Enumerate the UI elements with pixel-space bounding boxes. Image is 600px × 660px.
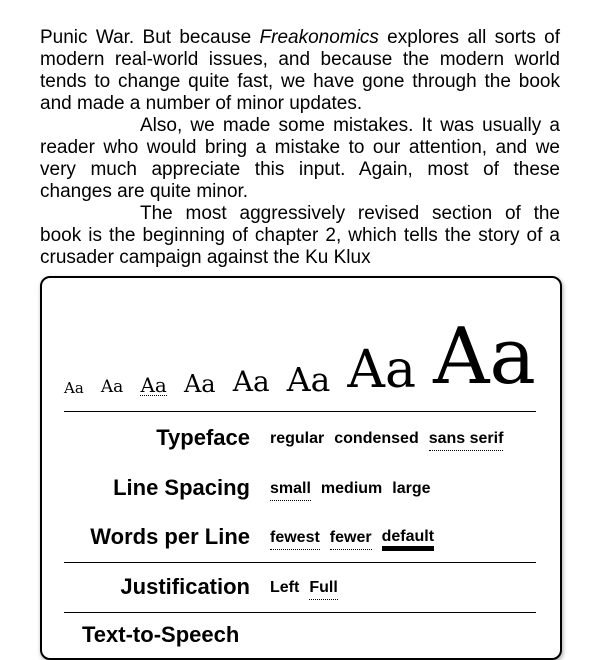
book-text (40, 27, 560, 269)
font-size-5[interactable]: Aa (232, 365, 270, 398)
font-size-1[interactable]: Aa (64, 379, 84, 397)
line-spacing-row (64, 472, 536, 504)
font-size-3[interactable]: Aa (140, 373, 167, 397)
text-settings-panel (40, 276, 562, 660)
words-per-line-label: Words per Line (90, 524, 250, 549)
words-per-line-fewer[interactable]: fewer (330, 529, 372, 550)
justification-row (64, 571, 536, 603)
justification-options (270, 575, 338, 600)
text-to-speech-label: Text-to-Speech (82, 622, 240, 647)
divider (64, 612, 536, 613)
divider (64, 562, 536, 563)
justification-full[interactable]: Full (309, 579, 337, 600)
font-size-7[interactable]: Aa (347, 340, 416, 400)
font-size-8[interactable]: Aa (433, 312, 536, 402)
line-spacing-options (270, 476, 431, 501)
line-spacing-large[interactable]: large (392, 480, 431, 497)
typeface-options (270, 426, 503, 451)
typeface-label: Typeface (156, 425, 250, 450)
words-per-line-row (64, 521, 536, 553)
paragraph-1 (40, 27, 560, 115)
typeface-sans-serif[interactable]: sans serif (429, 430, 504, 451)
justification-label: Justification (120, 574, 250, 599)
paragraph-1-end: explores all sorts of modern real-world issues, and because the modern world tends to change quite fast, we have gone through the book and made a number of minor updates. (40, 27, 560, 114)
font-size-2[interactable]: Aa (100, 377, 124, 397)
font-size-4[interactable]: Aa (183, 370, 216, 398)
typeface-condensed[interactable]: condensed (334, 430, 419, 447)
line-spacing-label: Line Spacing (113, 475, 250, 500)
paragraph-3: The most aggressively revised section of the book is the beginning of chapter 2, which tells the story of a crusader campaign against the Ku Klux (40, 203, 560, 268)
words-per-line-options (270, 524, 434, 551)
typeface-row (64, 422, 536, 454)
book-title-italic: Freakonomics (259, 27, 379, 48)
typeface-regular[interactable]: regular (270, 430, 325, 447)
words-per-line-default[interactable]: default (382, 528, 434, 551)
words-per-line-fewest[interactable]: fewest (270, 529, 320, 550)
font-size-selector (64, 312, 536, 402)
divider (64, 411, 536, 412)
paragraph-1-start: Punic War. But because (40, 27, 260, 48)
justification-left[interactable]: Left (270, 579, 300, 596)
font-size-6[interactable]: Aa (286, 360, 331, 399)
line-spacing-small[interactable]: small (270, 480, 311, 501)
paragraph-2: Also, we made some mistakes. It was usually a reader who would bring a mistake to our attention, and we very much appreciate this input. Again, most of these changes are quite minor. (40, 115, 560, 202)
line-spacing-medium[interactable]: medium (320, 480, 383, 497)
reader-viewport (0, 0, 600, 282)
